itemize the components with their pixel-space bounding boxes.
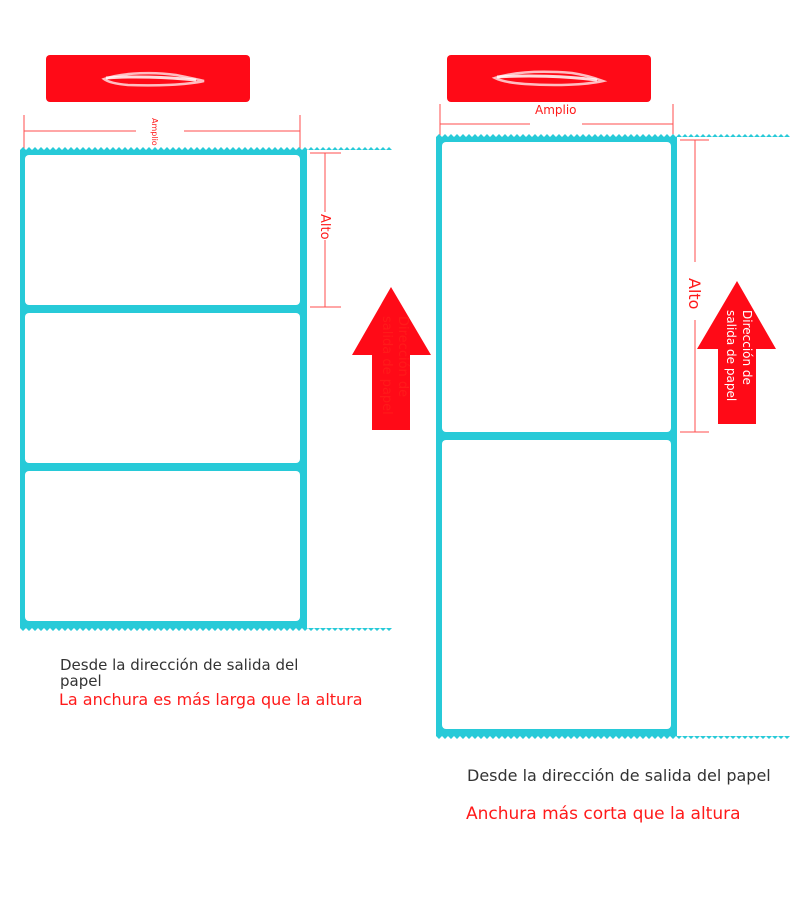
left-caption-line2: La anchura es más larga que la altura [59, 690, 363, 709]
right-label-2 [442, 440, 671, 729]
right-direction-label: Dirección de salida de papel [724, 310, 754, 402]
left-height-label: Alto [317, 214, 332, 240]
right-label-1 [442, 142, 671, 432]
right-caption-line2: Anchura más corta que la altura [466, 804, 741, 824]
left-direction-label: Dirección de salida de papel [379, 316, 410, 415]
right-height-label: Alto [685, 278, 704, 310]
right-width-label: Amplio [535, 103, 577, 117]
left-width-label: Amplio [150, 118, 159, 146]
right-caption-line1: Desde la dirección de salida del papel [467, 766, 771, 785]
left-caption-line1: Desde la dirección de salida del papel [60, 656, 299, 690]
